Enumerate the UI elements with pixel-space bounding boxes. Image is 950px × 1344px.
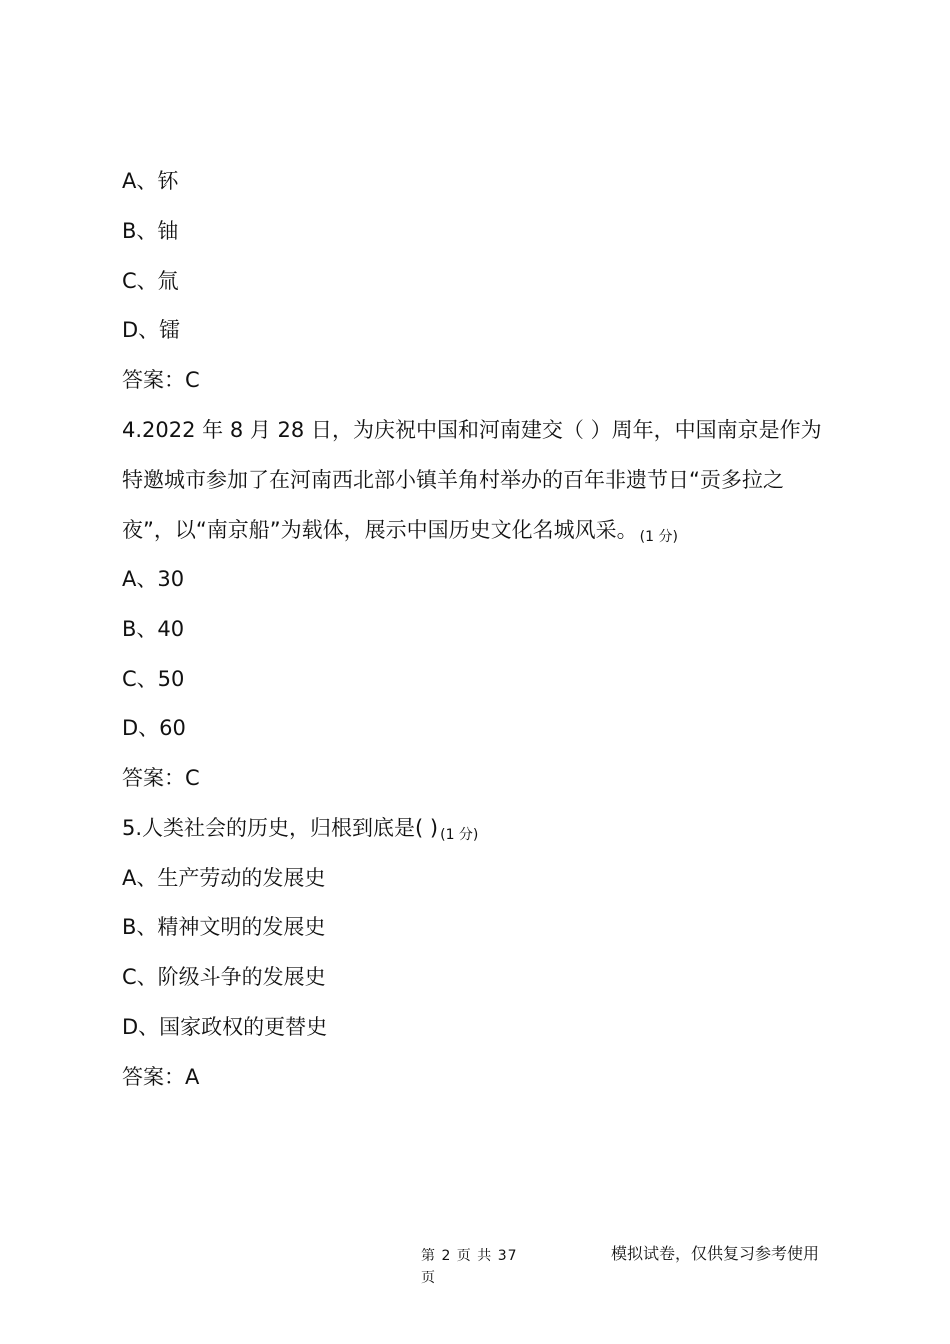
q4-option-c: C、50 <box>122 667 185 691</box>
q3-option-b: B、铀 <box>122 219 179 243</box>
footer-note: 模拟试卷，仅供复习参考使用 <box>611 1244 820 1263</box>
q4-answer: 答案：C <box>122 766 200 790</box>
q5-option-a: A、生产劳动的发展史 <box>122 866 326 890</box>
q4-option-d: D、60 <box>122 716 186 740</box>
q5-answer: 答案：A <box>122 1065 200 1089</box>
q4-score: (1 分) <box>639 529 678 545</box>
q5-stem-text: 5.人类社会的历史，归根到底是( ) <box>122 816 439 840</box>
q3-option-d: D、镭 <box>122 318 181 342</box>
q4-stem-line-3 <box>122 516 678 551</box>
q4-stem-text: 夜”，以“南京船”为载体，展示中国历史文化名城风采。 <box>122 518 638 542</box>
q5-option-d: D、国家政权的更替史 <box>122 1015 328 1039</box>
q4-stem-line-2: 特邀城市参加了在河南西北部小镇羊角村举办的百年非遗节日“贡多拉之 <box>122 468 784 492</box>
page-number: 第 2 页 共 37 页 <box>421 1248 518 1286</box>
q5-option-b: B、精神文明的发展史 <box>122 915 326 939</box>
q3-option-a: A、钚 <box>122 169 179 193</box>
q4-option-b: B、40 <box>122 617 185 641</box>
q5-option-c: C、阶级斗争的发展史 <box>122 965 326 989</box>
q3-option-c: C、氚 <box>122 269 179 293</box>
q4-stem-line-1: 4.2022 年 8 月 28 日，为庆祝中国和河南建交（ ）周年，中国南京是作为 <box>122 418 822 442</box>
q4-option-a: A、30 <box>122 567 185 591</box>
q3-answer: 答案：C <box>122 368 200 392</box>
q5-stem <box>122 814 478 849</box>
q5-score: (1 分) <box>440 827 479 843</box>
